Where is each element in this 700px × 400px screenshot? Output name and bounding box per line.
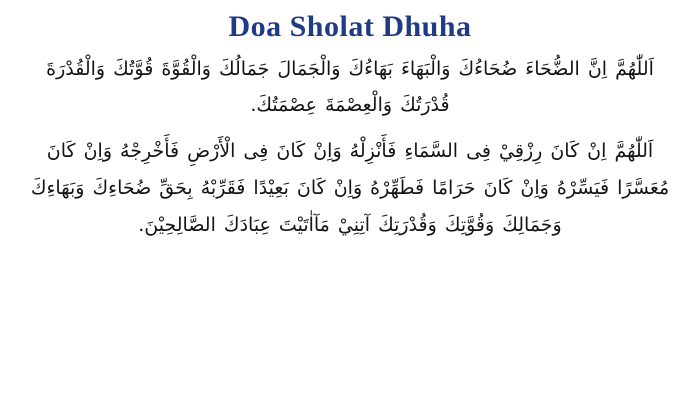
- arabic-paragraph-1: اَللّٰهُمَّ اِنَّ الضُّحَاءَ ضُحَاءُكَ وَالْبَهَاءَ بَهَاءُكَ وَالْجَمَالَ جَمَالُكَ وَالْقُوَّةَ قُوَّتُكَ وَالْقُدْرَةَ قُدْرَتُكَ وَالْعِصْمَةَ عِصْمَتُكَ.: [46, 57, 654, 116]
- page-title: Doa Sholat Dhuha: [228, 10, 472, 43]
- arabic-paragraph-2: اَللّٰهُمَّ اِنْ كَانَ رِزْقِيْ فِى السَّمَاءِ فَأَنْزِلْهُ وَاِنْ كَانَ فِى الْأَرْضِ فَأَخْرِجْهُ وَاِنْ كَانَ مُعَسَّرًا فَيَسِّرْهُ وَاِنْ كَانَ حَرَامًا فَطَهِّرْهُ وَاِنْ كَانَ بَعِيْدًا فَقَرِّبْهُ بِحَقِّ ضُحَاءِكَ وَبَهَاءِكَ وَجَمَالِكَ وَقُوَّتِكَ وَقُدْرَتِكَ آتِنِيْ مَآاٰتَيْتَ عِبَادَكَ الصَّالِحِيْنَ.: [30, 139, 670, 236]
- arabic-prayer-body: [14, 51, 686, 248]
